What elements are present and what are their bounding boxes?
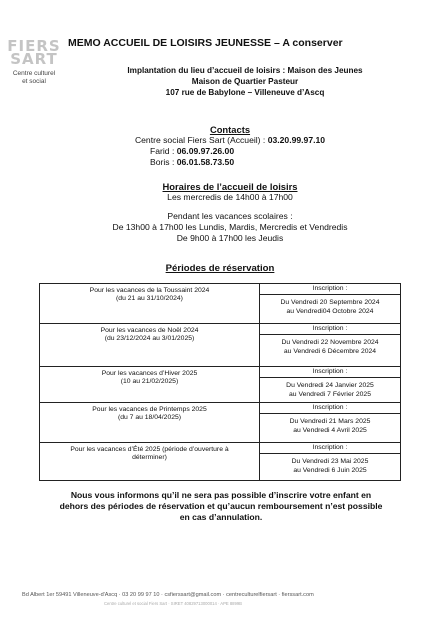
- page-title: MEMO ACCUEIL DE LOISIRS JEUNESSE – A conserver: [68, 37, 343, 49]
- reservation-table: [39, 283, 401, 481]
- table-row: Pour les vacances d’Été 2025 (période d’ouverture à déterminer) Inscription : Du Vendredi 23 Mai 2025 au Vendredi 6 Juin 2025: [40, 443, 401, 481]
- logo-fiers: FIERS: [7, 37, 61, 55]
- footer-legal: Centre culturel et social Fiers Sart · SIRET 40829713000014 · APE 8899B: [104, 601, 242, 606]
- table-row: Pour les vacances de Printemps 2025 (du 7 au 18/04/2025) Inscription : Du Vendredi 21 Mars 2025 au Vendredi 4 Avril 2025: [40, 403, 401, 443]
- horaires-heading: Horaires de l’accueil de loisirs: [162, 181, 298, 192]
- contact-centre-social: Centre social Fiers Sart (Accueil) : 03.20.99.97.10: [134, 135, 326, 145]
- table-row: Pour les vacances de Noël 2024 (du 23/12/2024 au 3/01/2025) Inscription : Du Vendredi 22 Novembre 2024 au Vendredi 6 Décembre 2024: [40, 324, 401, 367]
- horaires-block: Horaires de l’accueil de loisirs Les mercredis de 14h00 à 17h00 Pendant les vacances scolaires : De 13h00 à 17h00 les Lundis, Mardis, Mercredis et Vendredis De 9h00 à 17h00 les Jeudis: [80, 181, 380, 244]
- implantation-block: Implantation du lieu d’accueil de loisirs : Maison des Jeunes Maison de Quartier Pasteur 107 rue de Babylone – Villeneuve d’Ascq: [127, 66, 363, 97]
- fiers-sart-logo: [4, 37, 64, 86]
- contacts-heading: Contacts: [209, 124, 251, 135]
- logo-subtitle: Centre culturel et social: [12, 70, 56, 85]
- logo-sart: SART: [10, 50, 58, 68]
- table-row: Pour les vacances d’Hiver 2025 (10 au 21/02/2025) Inscription : Du Vendredi 24 Janvier 2025 au Vendredi 7 Février 2025: [40, 367, 401, 403]
- contacts-block: [90, 124, 370, 168]
- periodes-heading: Périodes de réservation: [165, 263, 275, 274]
- contact-boris: Boris : 06.01.58.73.50: [150, 157, 235, 167]
- footer-address: Bd Albert 1er 59491 Villeneuve-d'Ascq · 03 20 99 97 10 · csfierssart@gmail.com · centreculturelfiersart · fierssart.com: [22, 592, 314, 598]
- table-row: Pour les vacances de la Toussaint 2024 (du 21 au 31/10/2024) Inscription : Du Vendredi 20 Septembre 2024 au Vendredi04 Octobre 2024: [40, 284, 401, 324]
- contact-farid: Farid : 06.09.97.26.00: [150, 146, 235, 156]
- important-notice: Nous vous informons qu’il ne sera pas possible d’inscrire votre enfant en dehors des périodes de réservation et qu’aucun remboursement n’est possible en cas d’annulation.: [59, 490, 383, 522]
